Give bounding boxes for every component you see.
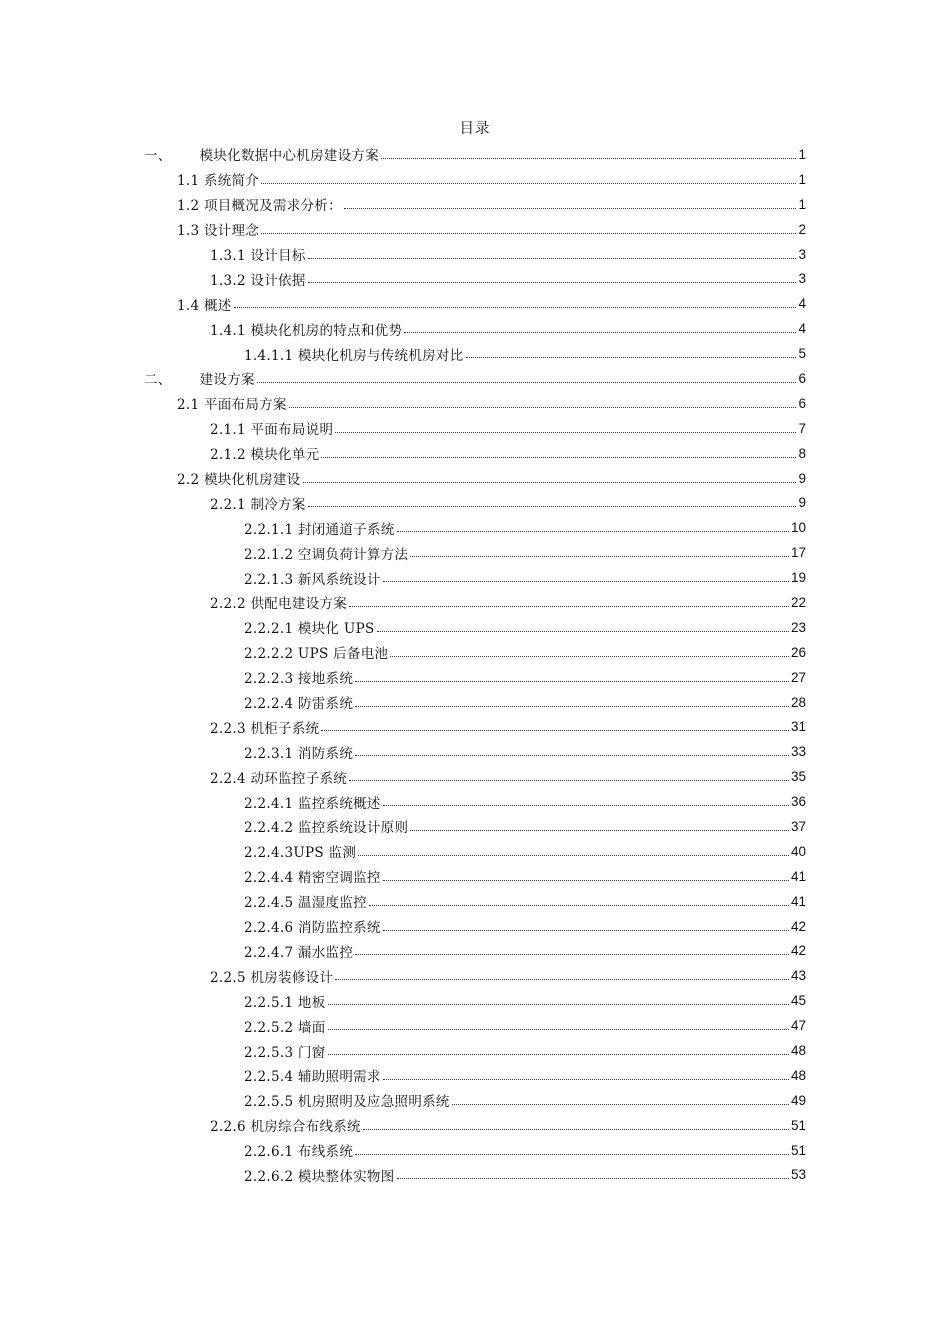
toc-entry-text: 2.2.5.3 门窗 — [244, 1044, 326, 1061]
toc-entry[interactable] — [0, 540, 950, 565]
toc-entry-text: 2.2.5.4 辅助照明需求 — [244, 1069, 381, 1086]
toc-entry-label — [244, 1165, 395, 1185]
toc-entry[interactable] — [0, 714, 950, 739]
toc-entry[interactable] — [0, 515, 950, 540]
toc-entry-page-number: 51 — [790, 1142, 806, 1158]
toc-entry-page-number: 47 — [790, 1018, 806, 1034]
toc-entry-page-number: 42 — [790, 943, 806, 959]
toc-entry[interactable] — [0, 167, 950, 192]
toc-entry[interactable] — [0, 864, 950, 889]
toc-entry[interactable] — [0, 1038, 950, 1063]
toc-entry-page-number: 4 — [798, 296, 806, 312]
toc-entry-page-number: 26 — [790, 644, 806, 660]
dot-leader — [383, 804, 789, 806]
toc-entry-text: 1.4 概述 — [177, 297, 232, 314]
toc-entry[interactable] — [0, 1113, 950, 1138]
toc-entry-text: 模块化数据中心机房建设方案 — [199, 148, 380, 165]
toc-entry-label — [177, 468, 301, 488]
toc-entry-text: 2.2 模块化机房建设 — [177, 472, 301, 489]
toc-entry-label — [177, 219, 259, 239]
toc-entry-text: 1.2 项目概况及需求分析： — [177, 198, 342, 215]
toc-entry-text: 2.2.6 机房综合布线系统 — [210, 1119, 361, 1136]
toc-entry-text: 2.2.5.1 地板 — [244, 994, 326, 1011]
toc-entry[interactable] — [0, 266, 950, 291]
toc-entry-page-number: 7 — [798, 420, 806, 436]
toc-entry-label — [210, 269, 306, 289]
dot-leader — [410, 829, 789, 831]
toc-entry-text: 2.2.2.1 模块化 UPS — [244, 621, 375, 638]
toc-entry-page-number: 5 — [798, 346, 806, 362]
toc-entry-text: 2.2.4.4 精密空调监控 — [244, 870, 381, 887]
toc-entry-label — [244, 991, 326, 1011]
toc-entry[interactable] — [0, 192, 950, 217]
table-of-contents — [0, 142, 950, 1187]
toc-entry-label — [210, 717, 319, 737]
toc-entry-label — [210, 319, 402, 339]
toc-entry-label — [244, 1090, 450, 1110]
toc-entry-label — [177, 294, 232, 314]
toc-entry-label — [244, 792, 381, 812]
dot-leader — [383, 1078, 789, 1080]
toc-entry-text: 2.2.6.2 模块整体实物图 — [244, 1168, 395, 1185]
dot-leader — [369, 904, 789, 906]
toc-entry-text: 1.4.1.1 模块化机房与传统机房对比 — [244, 347, 464, 364]
dot-leader — [355, 680, 789, 682]
toc-entry-text: 1.4.1 模块化机房的特点和优势 — [210, 322, 403, 339]
toc-entry-page-number: 53 — [790, 1167, 806, 1183]
toc-entry-text: 2.2.4.5 温湿度监控 — [244, 895, 367, 912]
toc-entry-text: 2.2.3.1 消防系统 — [244, 745, 354, 762]
toc-entry-label — [244, 344, 464, 364]
toc-entry-page-number: 28 — [790, 694, 806, 710]
toc-entry-page-number: 48 — [790, 1067, 806, 1083]
toc-entry-text: 2.2.6.1 布线系统 — [244, 1144, 354, 1161]
toc-entry-label — [177, 169, 259, 189]
toc-entry-page-number: 9 — [798, 495, 806, 511]
dot-leader — [397, 1177, 789, 1179]
toc-entry-label — [210, 418, 333, 438]
toc-entry-page-number: 4 — [798, 321, 806, 337]
toc-entry[interactable] — [0, 1063, 950, 1088]
toc-entry-text: 1.3.2 设计依据 — [210, 272, 306, 289]
toc-entry[interactable] — [0, 939, 950, 964]
toc-entry-page-number: 36 — [790, 794, 806, 810]
toc-entry-page-number: 9 — [798, 470, 806, 486]
toc-entry-label — [244, 617, 375, 637]
toc-entry-label — [244, 916, 381, 936]
toc-entry-text: 2.1.1 平面布局说明 — [210, 422, 334, 439]
toc-entry-page-number: 35 — [790, 769, 806, 785]
toc-entry[interactable] — [0, 764, 950, 789]
toc-entry-text: 2.2.4.7 漏水监控 — [244, 944, 354, 961]
toc-entry-text: 2.2.3 机柜子系统 — [210, 720, 320, 737]
toc-entry-label — [244, 667, 353, 687]
toc-entry-text: 2.2.2.4 防雷系统 — [244, 696, 354, 713]
dot-leader — [383, 879, 789, 881]
toc-entry-page-number: 10 — [790, 520, 806, 536]
toc-entry-page-number: 6 — [798, 395, 806, 411]
toc-entry-page-number: 23 — [790, 619, 806, 635]
toc-entry-label — [177, 393, 287, 413]
toc-entry-page-number: 27 — [790, 669, 806, 685]
toc-entry[interactable] — [0, 466, 950, 491]
toc-entry[interactable] — [0, 615, 950, 640]
toc-entry-label — [177, 194, 342, 214]
toc-entry-label — [210, 493, 306, 513]
toc-entry-label — [244, 1140, 353, 1160]
toc-entry-page-number: 49 — [790, 1092, 806, 1108]
dot-leader — [390, 655, 789, 657]
toc-entry[interactable] — [0, 690, 950, 715]
toc-entry-page-number: 1 — [798, 196, 806, 212]
dot-leader — [303, 481, 796, 483]
toc-entry-label — [210, 1115, 361, 1135]
dot-leader — [349, 779, 789, 781]
toc-entry-text: 1.3 设计理念 — [177, 223, 260, 240]
toc-entry-page-number: 45 — [790, 993, 806, 1009]
toc-entry-text: 2.2.1.3 新风系统设计 — [244, 571, 381, 588]
toc-entry-page-number: 40 — [790, 843, 806, 859]
toc-entry-label — [244, 1041, 326, 1061]
toc-entry-page-number: 43 — [790, 968, 806, 984]
dot-leader — [289, 406, 796, 408]
toc-entry[interactable] — [0, 565, 950, 590]
toc-entry-text: 2.2.4.2 监控系统设计原则 — [244, 820, 409, 837]
toc-entry-number: 一、 — [144, 148, 172, 165]
dot-leader — [344, 207, 796, 209]
toc-entry-label — [210, 767, 347, 787]
toc-entry-page-number: 8 — [798, 445, 806, 461]
dot-leader — [335, 978, 789, 980]
toc-entry-label — [244, 742, 353, 762]
dot-leader — [381, 157, 796, 159]
toc-entry-label — [244, 642, 388, 662]
dot-leader — [261, 232, 796, 234]
toc-entry-label — [244, 518, 395, 538]
toc-entry-label — [244, 866, 381, 886]
toc-entry-page-number: 1 — [798, 146, 806, 162]
toc-entry[interactable] — [0, 665, 950, 690]
toc-entry[interactable] — [0, 441, 950, 466]
toc-entry-text: 2.2.2.3 接地系统 — [244, 671, 354, 688]
toc-entry-text: 建设方案 — [199, 372, 255, 389]
toc-entry-label — [210, 592, 347, 612]
toc-entry-page-number: 33 — [790, 744, 806, 760]
toc-entry-page-number: 41 — [790, 893, 806, 909]
dot-leader — [355, 953, 789, 955]
toc-entry-text: 2.2.5 机房装修设计 — [210, 969, 334, 986]
toc-entry-page-number: 48 — [790, 1043, 806, 1058]
toc-entry-page-number: 17 — [790, 545, 806, 561]
toc-entry[interactable] — [0, 242, 950, 267]
dot-leader — [234, 306, 796, 308]
toc-entry-text: 2.1 平面布局方案 — [177, 397, 287, 414]
dot-leader — [261, 182, 796, 184]
dot-leader — [308, 257, 796, 259]
toc-entry[interactable] — [0, 839, 950, 864]
dot-leader — [308, 505, 796, 507]
toc-entry-page-number: 3 — [798, 271, 806, 287]
dot-leader — [257, 381, 796, 383]
dot-leader — [328, 1053, 789, 1055]
dot-leader — [404, 331, 796, 333]
toc-entry[interactable] — [0, 1088, 950, 1113]
toc-entry[interactable] — [0, 963, 950, 988]
toc-entry[interactable] — [0, 889, 950, 914]
toc-entry-label — [144, 368, 255, 388]
toc-entry-text: 2.2.5.5 机房照明及应急照明系统 — [244, 1094, 450, 1111]
toc-entry-text: 2.2.4.3UPS 监测 — [244, 845, 357, 862]
toc-entry[interactable] — [0, 814, 950, 839]
toc-entry-text: 2.2.2 供配电建设方案 — [210, 596, 348, 613]
toc-entry[interactable] — [0, 142, 950, 167]
toc-entry-text: 2.2.4 动环监控子系统 — [210, 770, 348, 787]
toc-entry-text: 2.2.4.1 监控系统概述 — [244, 795, 381, 812]
toc-entry-label — [244, 568, 381, 588]
toc-entry[interactable] — [0, 490, 950, 515]
toc-entry-page-number: 3 — [798, 246, 806, 262]
toc-entry-label — [244, 816, 408, 836]
toc-entry-page-number: 6 — [798, 370, 806, 386]
toc-entry-label — [210, 244, 306, 264]
toc-entry-page-number: 51 — [790, 1117, 806, 1133]
toc-entry[interactable] — [0, 739, 950, 764]
toc-entry-page-number: 37 — [790, 818, 806, 834]
toc-entry[interactable] — [0, 341, 950, 366]
toc-entry-label — [244, 891, 367, 911]
dot-leader — [383, 580, 789, 582]
dot-leader — [328, 1003, 789, 1005]
dot-leader — [410, 555, 789, 557]
toc-entry-page-number: 19 — [790, 570, 806, 586]
dot-leader — [335, 431, 796, 433]
dot-leader — [355, 1153, 789, 1155]
toc-entry-number: 二、 — [144, 372, 172, 389]
toc-entry-text: 1.3.1 设计目标 — [210, 248, 306, 264]
dot-leader — [452, 1103, 789, 1105]
toc-entry[interactable] — [0, 988, 950, 1013]
dot-leader — [355, 705, 789, 707]
toc-entry-text: 2.2.2.2 UPS 后备电池 — [244, 646, 389, 663]
toc-entry-page-number: 22 — [790, 594, 806, 610]
toc-entry[interactable] — [0, 316, 950, 341]
dot-leader — [397, 530, 789, 532]
toc-entry[interactable] — [0, 914, 950, 939]
dot-leader — [383, 929, 789, 931]
toc-entry[interactable] — [0, 789, 950, 814]
toc-entry-label — [244, 1065, 381, 1085]
toc-entry-page-number: 41 — [790, 868, 806, 884]
toc-entry[interactable] — [0, 640, 950, 665]
toc-entry[interactable] — [0, 391, 950, 416]
toc-entry[interactable] — [0, 1138, 950, 1163]
toc-entry-text: 2.2.5.2 墙面 — [244, 1019, 326, 1036]
dot-leader — [363, 1128, 789, 1130]
dot-leader — [308, 281, 796, 283]
toc-entry-page-number: 1 — [798, 171, 806, 187]
toc-title: 目录 — [459, 121, 491, 137]
toc-entry-label — [244, 543, 408, 563]
toc-entry-text: 2.2.1.2 空调负荷计算方法 — [244, 546, 409, 563]
toc-entry-text: 2.2.1 制冷方案 — [210, 496, 306, 513]
toc-entry-label — [210, 966, 333, 986]
toc-entry-page-number: 31 — [790, 719, 806, 735]
toc-entry-label — [210, 443, 319, 463]
dot-leader — [321, 729, 789, 731]
toc-entry[interactable] — [0, 590, 950, 615]
toc-entry[interactable] — [0, 1163, 950, 1188]
toc-entry[interactable] — [0, 416, 950, 441]
toc-entry-text: 2.1.2 模块化单元 — [210, 447, 320, 464]
toc-entry-label — [244, 692, 353, 712]
toc-entry-page-number: 42 — [790, 918, 806, 934]
toc-entry-label — [244, 1016, 326, 1036]
toc-entry-label — [244, 841, 356, 861]
dot-leader — [377, 630, 789, 632]
toc-entry[interactable] — [0, 1013, 950, 1038]
dot-leader — [328, 1028, 789, 1030]
dot-leader — [466, 356, 796, 358]
toc-entry-label — [244, 941, 353, 961]
toc-entry[interactable] — [0, 291, 950, 316]
toc-entry-label — [144, 144, 379, 164]
toc-entry-text: 1.1 系统简介 — [177, 173, 260, 190]
toc-entry-page-number: 2 — [798, 221, 806, 237]
toc-entry[interactable] — [0, 366, 950, 391]
toc-entry-text: 2.2.1.1 封闭通道子系统 — [244, 521, 395, 538]
toc-entry[interactable] — [0, 217, 950, 242]
dot-leader — [321, 456, 796, 458]
dot-leader — [349, 605, 789, 607]
toc-entry-text: 2.2.4.6 消防监控系统 — [244, 920, 381, 937]
dot-leader — [355, 754, 789, 756]
dot-leader — [358, 854, 789, 856]
